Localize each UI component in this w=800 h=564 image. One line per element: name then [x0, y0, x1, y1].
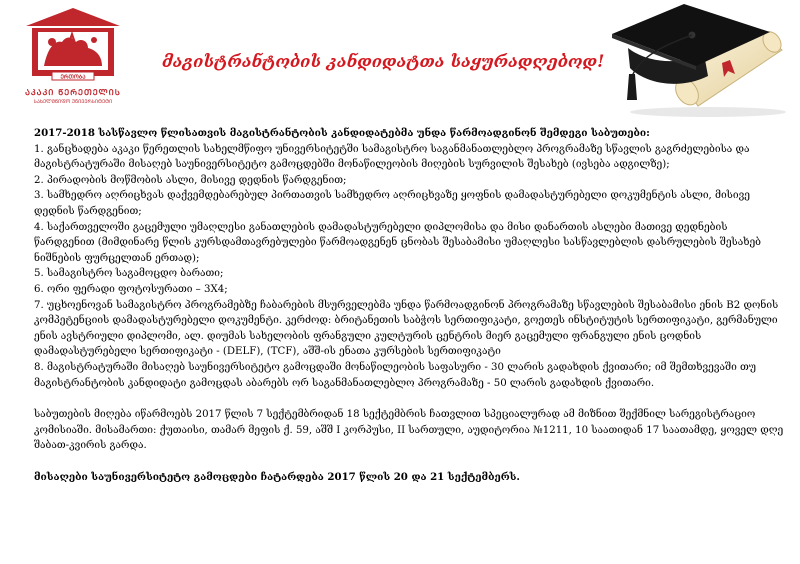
- requirement-item-2: 2. პირადობის მოწმობის ასლი, მისივე დედნის წარდგენით;: [34, 174, 347, 186]
- requirement-item-1: 1. განცხადება აკაკი წერეთლის სახელმწიფო უნივერსიტეტში სამაგისტრო საგანმანათლებლო პროგრამაზე სწავლის გაგრძელებისა და მაგისტრატურაში მისაღებ საუნივერსიტეტო გამოცდებში მონაწილეობის მიღების სურვილის შესახებ (ივსება ადგილზე);: [34, 143, 750, 171]
- graduation-cap-icon: [612, 4, 794, 120]
- logo-badge-text: ᲔᲠᲗᲝᲑᲐ: [60, 74, 86, 81]
- logo-subtitle: ᲡᲐᲮᲔᲚᲛᲬᲘᲤᲝ ᲣᲜᲘᲕᲔᲠᲡᲘᲢᲔᲢᲘ: [33, 99, 113, 105]
- requirement-item-7: 7. უცხოენოვან სამაგისტრო პროგრამებზე ჩაბარების მსურველებმა უნდა წარმოადგინონ პროგრამაზე სწავლების შესაბამისი ენის B2 დონის კომპეტენციის დამადასტურებელი დოკუმენტი. კერძოდ: ბრიტანეთის საბჭოს სერთიფიკატი, გოეთეს ინსტიტუტის სერთიფიკატი, გერმანული ენის ავსტრიული დიპლომი, ალ. დიუმას სახელობის ფრანგული კულტურის ცენტრის მიერ გაცემული ფრანგული ენის ცოდნის დამადასტურებელი სერთიფიკატი - (DELF), (TCF), აშშ-ის ენათა კურსების სერთიფიკატი: [34, 299, 779, 358]
- requirement-item-8: 8. მაგისტრატურაში მისაღებ საუნივერსიტეტო გამოცდაში მონაწილეობის საფასური - 30 ლარის გადახდის ქვითარი; იმ შემთხვევაში თუ მაგისტრანტობის კანდიდატი გამოცდას აბარებს ორ საგანმანათლებლო პროგრამაზე - 50 ლარის გადახდის ქვითარი.: [34, 361, 756, 389]
- university-logo: [22, 6, 124, 110]
- submission-paragraph: საბუთების მიღება იწარმოებს 2017 წლის 7 სექტემბრიდან 18 სექტემბრის ჩათვლით სპეციალურად ამ მიზნით შექმნილ სარეგისტრაციო კომისიაში. მისამართი: ქუთაისი, თამარ მეფის ქ. 59, აშშ I კორპუსი, II სართული, აუდიტორია №1211, 10 საათიდან 17 საათამდე, ყოველ დღე შაბათ-კვირის გარდა.: [34, 409, 784, 452]
- logo-name: ᲐᲙᲐᲙᲘ ᲬᲔᲠᲔᲗᲔᲚᲘᲡ: [25, 88, 121, 97]
- graduation-cap-diploma-image: [612, 4, 794, 120]
- exam-dates-note: მისაღები საუნივერსიტეტო გამოცდები ჩატარდება 2017 წლის 20 და 21 სექტემბერს.: [34, 470, 520, 483]
- requirement-item-4: 4. საქართველოში გაცემული უმაღლესი განათლების დამადასტურებელი დიპლომისა და მისი დანართის ასლები მათივე დედნების წარდგენით (მიმდინარე წლის კურსდამთავრებულები წარმოადგენენ ცნობას შესაბამისი უმაღლესი სასწავლებლის დასრულების შესახებ ნიშნების ფურცელთან ერთად);: [34, 221, 761, 264]
- requirement-item-3: 3. სამხედრო აღრიცხვას დაქვემდებარებულ პირთათვის სამხედრო აღრიცხვაზე ყოფნის დამადასტურებელი დოკუმენტის ასლი, მისივე დედნის წარდგენით;: [34, 190, 750, 217]
- university-emblem-icon: [22, 6, 124, 86]
- document-intro: 2017-2018 სასწავლო წლისათვის მაგისტრანტობის კანდიდატებმა უნდა წარმოადგინონ შემდეგი საბუთები:: [34, 127, 650, 139]
- requirement-item-6: 6. ორი ფერადი ფოტოსურათი – 3X4;: [34, 283, 228, 295]
- page-heading: მაგისტრანტობის კანდიდატთა საყურადღებოდ!: [162, 52, 605, 71]
- requirement-item-5: 5. სამაგისტრო საგამოცდო ბარათი;: [34, 268, 224, 280]
- document-body: [34, 126, 786, 485]
